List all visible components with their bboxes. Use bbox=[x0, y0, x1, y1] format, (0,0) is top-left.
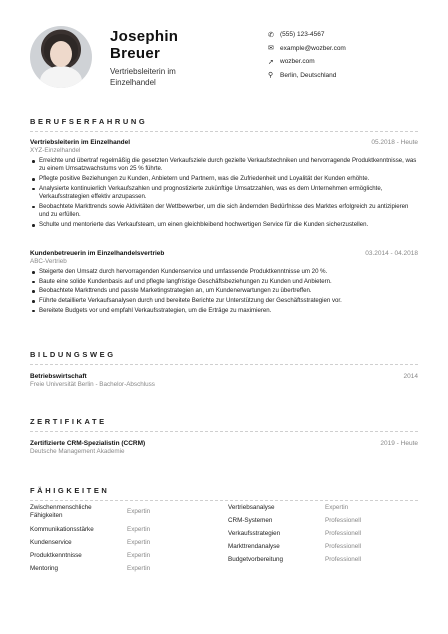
certificate-title: Zertifizierte CRM-Spezialistin (CCRM) bbox=[30, 440, 146, 447]
phone-text: (555) 123-4567 bbox=[280, 31, 325, 38]
section-divider bbox=[30, 500, 418, 501]
skill-level: Expertin bbox=[325, 504, 349, 511]
education-date: 2014 bbox=[403, 373, 418, 380]
job-role: Vertriebsleiterin im Einzelhandel bbox=[110, 67, 176, 87]
certificates-section bbox=[30, 417, 418, 467]
bullet-item: Schulte und mentorierte das Verkaufsteam, um einen gleichbleibend hochwertigen Service für die Kunden sicherzustellen. bbox=[30, 221, 418, 229]
bullet-item: Erreichte und übertraf regelmäßig die gesetzten Verkaufsziele durch gezielte Verkaufstechniken und hervorragende Produktkenntnisse, was zu einem Umsatzwachstums von 25 % führte. bbox=[30, 157, 418, 174]
contact-email bbox=[268, 42, 438, 55]
bullet-item: Führte detaillierte Verkaufsanalysen durch und bereitete Berichte zur Unterstützung der Geschäftsstrategien vor. bbox=[30, 297, 418, 305]
section-divider bbox=[30, 431, 418, 432]
section-title: BERUFSERFAHRUNG bbox=[30, 117, 148, 126]
skill-name: Mentoring bbox=[30, 565, 59, 572]
bullet-item: Pflegte positive Beziehungen zu Kunden, Anbietern und Partnern, was die Zufriedenheit und Loyalität der Kunden erhöhte. bbox=[30, 175, 418, 183]
location-icon: ⚲ bbox=[268, 72, 274, 79]
job-date: 03.2014 - 04.2018 bbox=[365, 250, 418, 257]
experience-section bbox=[30, 117, 418, 337]
phone-icon: ✆ bbox=[268, 31, 274, 39]
skill-level: Professionell bbox=[325, 517, 362, 524]
job-company: ABC-Vertrieb bbox=[30, 258, 67, 265]
job-bullets bbox=[30, 157, 418, 229]
contact-list bbox=[268, 28, 438, 82]
education-section bbox=[30, 350, 418, 400]
skill-item bbox=[30, 565, 220, 578]
section-divider bbox=[30, 364, 418, 365]
skill-name: CRM-Systemen bbox=[228, 517, 273, 524]
skill-name: Verkaufsstrategien bbox=[228, 530, 281, 537]
bullet-item: Analysierte kontinuierlich Verkaufszahlen und prognostizierte zukünftige Umsatzzahlen, was es dem Unternehmen ermöglichte, Verkaufsstrategien effektiv anzupassen. bbox=[30, 185, 418, 202]
skill-item bbox=[30, 552, 220, 565]
skill-item bbox=[228, 517, 418, 530]
bullet-item: Beobachtete Markttrends und passte Marketingstrategien an, um Kundenerwartungen zu übertreffen. bbox=[30, 287, 418, 295]
first-name: Josephin bbox=[110, 28, 179, 45]
degree-title: Betriebswirtschaft bbox=[30, 373, 87, 380]
section-title: BILDUNGSWEG bbox=[30, 350, 116, 359]
skill-level: Professionell bbox=[325, 530, 362, 537]
skill-level: Expertin bbox=[127, 508, 151, 515]
skill-item bbox=[228, 504, 418, 517]
job-entry bbox=[30, 139, 418, 231]
section-title: ZERTIFIKATE bbox=[30, 417, 107, 426]
skill-item bbox=[228, 556, 418, 569]
skill-level: Expertin bbox=[127, 565, 151, 572]
resume-header bbox=[30, 26, 430, 98]
certificate-date: 2019 - Heute bbox=[380, 440, 418, 447]
skill-name: Produktkenntnisse bbox=[30, 552, 82, 559]
skill-item bbox=[228, 530, 418, 543]
bullet-item: Beobachtete Markttrends sowie Aktivitäten der Wettbewerber, um die sich ändernden Bedürfnisse des Marktes erfolgreich zu antizipieren und zu erfüllen. bbox=[30, 203, 418, 220]
contact-website bbox=[268, 55, 438, 68]
last-name: Breuer bbox=[110, 45, 161, 62]
skill-level: Expertin bbox=[127, 552, 151, 559]
job-company: XYZ-Einzelhandel bbox=[30, 147, 81, 154]
skill-name: Kommunikationsstärke bbox=[30, 526, 94, 533]
skill-item bbox=[30, 526, 220, 539]
location-text: Berlin, Deutschland bbox=[280, 71, 337, 79]
bullet-item: Baute eine solide Kundenbasis auf und pflegte langfristige Geschäftsbeziehungen zu Kunden und Anbietern. bbox=[30, 278, 418, 286]
candidate-name bbox=[110, 28, 230, 62]
profile-photo bbox=[30, 26, 92, 88]
skill-level: Expertin bbox=[127, 539, 151, 546]
job-bullets bbox=[30, 268, 418, 315]
skill-name: Markttrendanalyse bbox=[228, 543, 280, 550]
skills-column-left bbox=[30, 504, 220, 578]
mail-icon: ✉ bbox=[268, 45, 274, 52]
skill-level: Expertin bbox=[127, 526, 151, 533]
job-date: 05.2018 - Heute bbox=[371, 139, 418, 146]
contact-location bbox=[268, 69, 438, 82]
contact-phone bbox=[268, 28, 438, 41]
job-title: Vertriebsleiterin im Einzelhandel bbox=[30, 139, 131, 146]
skill-name: Vertriebsanalyse bbox=[228, 504, 275, 511]
skills-section bbox=[30, 486, 418, 586]
website-text: wozber.com bbox=[280, 58, 315, 65]
job-entry bbox=[30, 250, 418, 317]
section-divider bbox=[30, 131, 418, 132]
skill-item bbox=[228, 543, 418, 556]
job-title: Kundenbetreuerin im Einzelhandelsvertrieb bbox=[30, 250, 165, 257]
skills-column-right bbox=[228, 504, 418, 569]
certificate-issuer: Deutsche Management Akademie bbox=[30, 448, 125, 455]
education-institution: Freie Universität Berlin - Bachelor-Abschluss bbox=[30, 381, 155, 388]
skill-name: Budgetvorbereitung bbox=[228, 556, 283, 563]
email-text: example@wozber.com bbox=[280, 44, 346, 52]
skill-level: Professionell bbox=[325, 556, 362, 563]
skill-level: Professionell bbox=[325, 543, 362, 550]
skill-item bbox=[30, 504, 220, 526]
section-title: FÄHIGKEITEN bbox=[30, 486, 110, 495]
bullet-item: Bereitete Budgets vor und empfahl Verkaufsstrategien, um die Erträge zu maximieren. bbox=[30, 307, 418, 315]
skill-name: Kundenservice bbox=[30, 539, 72, 546]
bullet-item: Steigerte den Umsatz durch hervorragenden Kundenservice und umfassende Produktkenntnisse um 20 %. bbox=[30, 268, 418, 276]
skill-name: Zwischenmenschliche Fähigkeiten bbox=[30, 504, 92, 519]
link-icon: ➚ bbox=[268, 58, 274, 66]
certificate-entry bbox=[30, 440, 418, 455]
skill-item bbox=[30, 539, 220, 552]
education-entry bbox=[30, 373, 418, 388]
